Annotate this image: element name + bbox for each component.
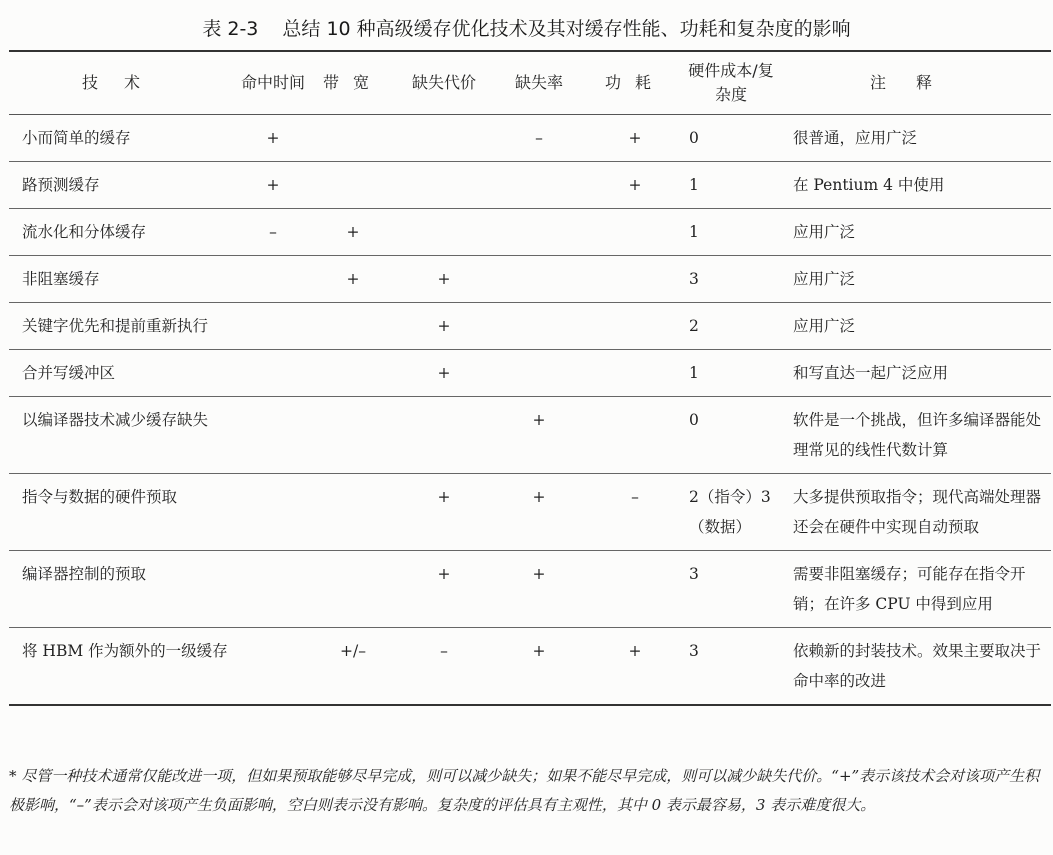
optimization-table	[9, 50, 1051, 706]
table-row	[9, 115, 1051, 162]
table-number: 表 2-3	[202, 18, 259, 40]
bandwidth-cell	[307, 551, 399, 628]
miss-rate-cell: +	[532, 488, 546, 506]
notes-cell: 大多提供预取指令；现代高端处理器还会在硬件中实现自动预取	[793, 488, 1042, 536]
hw-cost-cell: 0	[689, 129, 699, 147]
technique-cell: 以编译器技术减少缓存缺失	[22, 411, 209, 429]
technique-cell: 小而简单的缓存	[22, 129, 131, 147]
miss-penalty-cell: +	[437, 317, 451, 335]
technique-cell: 非阻塞缓存	[22, 270, 100, 288]
miss-rate-cell	[489, 162, 589, 209]
miss-rate-cell	[489, 350, 589, 397]
power-cell: +	[628, 642, 642, 660]
hit-time-cell: +	[266, 129, 280, 147]
bandwidth-cell: +/–	[340, 642, 366, 660]
header-hit-time: 命中时间	[241, 73, 306, 92]
hit-time-cell: –	[269, 223, 277, 241]
hit-time-cell: +	[266, 176, 280, 194]
hw-cost-cell: 1	[689, 364, 699, 382]
miss-penalty-cell	[399, 115, 489, 162]
notes-cell: 需要非阻塞缓存；可能存在指令开销；在许多 CPU 中得到应用	[793, 565, 1026, 613]
table-header-row	[9, 51, 1051, 115]
table-footnote: * 尽管一种技术通常仅能改进一项，但如果预取能够尽早完成，则可以减少缺失；如果不能尽早完成，则可以减少缺失代价。“+”表示该技术会对该项产生积极影响，“–”表示会对该项产生负面影响，空白则表示没有影响。复杂度的评估具有主观性，其中 0 表示最容易，3 表示难度很大。	[9, 767, 1040, 814]
technique-cell: 合并写缓冲区	[22, 364, 116, 382]
miss-penalty-cell	[399, 162, 489, 209]
power-cell: –	[631, 488, 639, 506]
miss-penalty-cell: +	[437, 488, 451, 506]
hw-cost-cell: 2	[689, 317, 699, 335]
hit-time-cell	[239, 551, 307, 628]
hit-time-cell	[239, 474, 307, 551]
table-row	[9, 162, 1051, 209]
notes-cell: 软件是一个挑战，但许多编译器能处理常见的线性代数计算	[793, 411, 1042, 459]
miss-rate-cell: –	[535, 129, 543, 147]
hw-cost-cell: 3	[689, 565, 699, 583]
table-row	[9, 303, 1051, 350]
hw-cost-cell: 1	[689, 176, 699, 194]
miss-rate-cell	[489, 209, 589, 256]
table-row	[9, 628, 1051, 706]
miss-penalty-cell: –	[440, 642, 448, 660]
hw-cost-cell: 3	[689, 270, 699, 288]
hit-time-cell	[239, 256, 307, 303]
table-row	[9, 209, 1051, 256]
header-hw-cost: 硬件成本/复杂度	[688, 61, 774, 104]
technique-cell: 编译器控制的预取	[22, 565, 147, 583]
hw-cost-cell: 2（指令）3（数据）	[689, 488, 771, 536]
power-cell	[589, 209, 681, 256]
power-cell	[589, 303, 681, 350]
table-row	[9, 256, 1051, 303]
technique-cell: 将 HBM 作为额外的一级缓存	[22, 642, 228, 660]
hit-time-cell	[239, 628, 307, 706]
header-notes: 注释	[869, 73, 962, 92]
bandwidth-cell: +	[346, 223, 360, 241]
miss-rate-cell	[489, 256, 589, 303]
table-title: 总结 10 种高级缓存优化技术及其对缓存性能、功耗和复杂度的影响	[282, 18, 851, 40]
header-miss-penalty: 缺失代价	[411, 73, 476, 92]
technique-cell: 关键字优先和提前重新执行	[22, 317, 209, 335]
header-technique: 技术	[81, 73, 166, 92]
miss-rate-cell: +	[532, 411, 546, 429]
bandwidth-cell	[307, 115, 399, 162]
miss-rate-cell	[489, 303, 589, 350]
notes-cell: 很普通，应用广泛	[793, 129, 918, 147]
hw-cost-cell: 3	[689, 642, 699, 660]
notes-cell: 依赖新的封装技术。效果主要取决于命中率的改进	[793, 642, 1042, 690]
hit-time-cell	[239, 350, 307, 397]
header-miss-rate: 缺失率	[514, 73, 563, 92]
bandwidth-cell	[307, 350, 399, 397]
hit-time-cell	[239, 397, 307, 474]
power-cell	[589, 397, 681, 474]
header-bandwidth: 带宽	[322, 73, 383, 92]
bandwidth-cell	[307, 474, 399, 551]
bandwidth-cell	[307, 162, 399, 209]
bandwidth-cell: +	[346, 270, 360, 288]
table-row	[9, 397, 1051, 474]
notes-cell: 应用广泛	[793, 317, 856, 335]
header-power: 功耗	[604, 73, 665, 92]
bandwidth-cell	[307, 303, 399, 350]
miss-penalty-cell: +	[437, 565, 451, 583]
power-cell: +	[628, 176, 642, 194]
power-cell	[589, 256, 681, 303]
miss-penalty-cell: +	[437, 364, 451, 382]
miss-penalty-cell	[399, 209, 489, 256]
bandwidth-cell	[307, 397, 399, 474]
table-caption	[0, 14, 1053, 41]
technique-cell: 指令与数据的硬件预取	[22, 488, 178, 506]
miss-penalty-cell	[399, 397, 489, 474]
hw-cost-cell: 0	[689, 411, 699, 429]
technique-cell: 流水化和分体缓存	[22, 223, 147, 241]
table-row	[9, 551, 1051, 628]
notes-cell: 应用广泛	[793, 223, 856, 241]
hit-time-cell	[239, 303, 307, 350]
hw-cost-cell: 1	[689, 223, 699, 241]
table-row	[9, 350, 1051, 397]
miss-penalty-cell: +	[437, 270, 451, 288]
table-row	[9, 474, 1051, 551]
miss-rate-cell: +	[532, 565, 546, 583]
power-cell	[589, 551, 681, 628]
power-cell	[589, 350, 681, 397]
technique-cell: 路预测缓存	[22, 176, 100, 194]
notes-cell: 在 Pentium 4 中使用	[793, 176, 945, 194]
miss-rate-cell: +	[532, 642, 546, 660]
power-cell: +	[628, 129, 642, 147]
notes-cell: 和写直达一起广泛应用	[793, 364, 949, 382]
notes-cell: 应用广泛	[793, 270, 856, 288]
